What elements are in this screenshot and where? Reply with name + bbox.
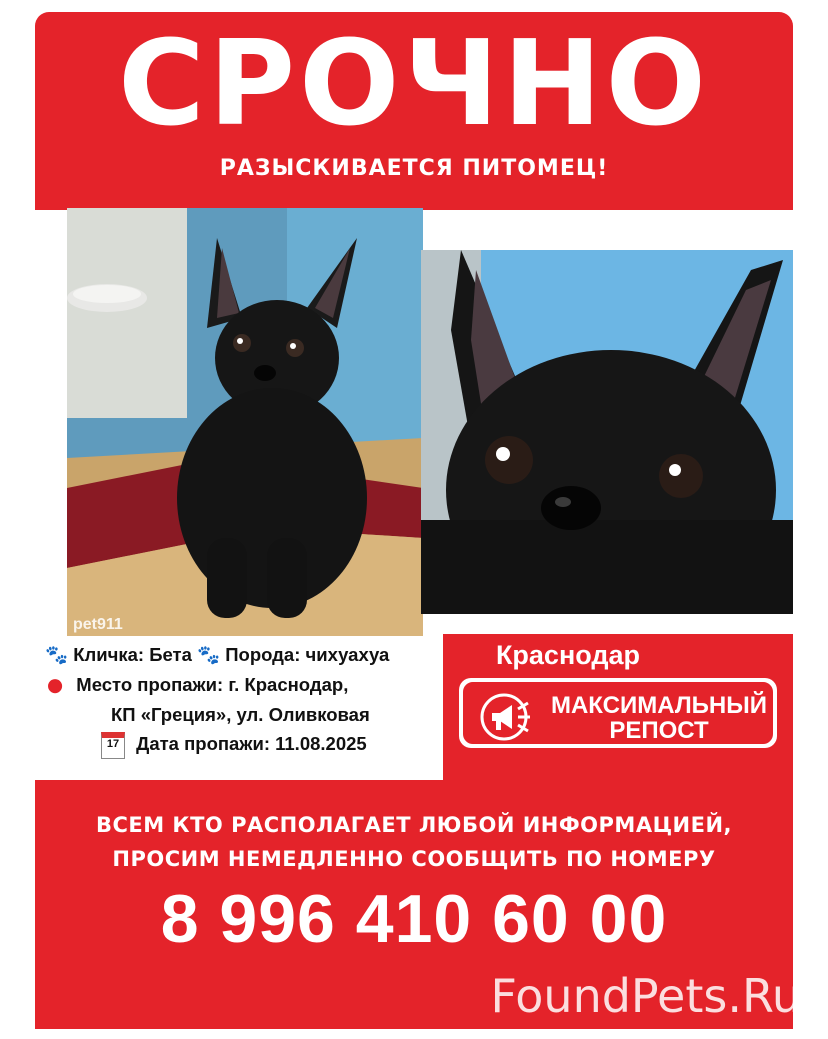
- repost-text: [544, 693, 774, 743]
- pet-info: [45, 640, 445, 759]
- info-row-place: [45, 670, 445, 700]
- info-row-place2: [45, 700, 445, 729]
- repost-line1: МАКСИМАЛЬНЫЙ: [550, 692, 768, 719]
- place-line1: Место пропажи: г. Краснодар,: [76, 674, 349, 695]
- phone-number[interactable]: 8 996 410 60 00: [160, 881, 668, 957]
- calendar-day: 17: [106, 737, 120, 750]
- foundpets-watermark: FoundPets.Ru: [490, 969, 801, 1023]
- city-label: Краснодар: [495, 640, 641, 670]
- megaphone-icon: [480, 693, 536, 741]
- info-row-name-breed: [45, 640, 445, 670]
- pet911-logo: [73, 616, 123, 634]
- info-row-date: [45, 729, 445, 759]
- place-line2: КП «Греция», ул. Оливковая: [111, 704, 370, 725]
- poster-subtitle: РАЗЫСКИВАЕТСЯ ПИТОМЕЦ!: [219, 156, 609, 181]
- header-band: [35, 12, 793, 210]
- loss-date: Дата пропажи: 11.08.2025: [136, 733, 367, 754]
- dog-photo-closeup-image: [421, 250, 793, 614]
- contact-message: [35, 808, 793, 876]
- message-line1: ВСЕМ КТО РАСПОЛАГАЕТ ЛЮБОЙ ИНФОРМАЦИЕЙ,: [95, 813, 733, 837]
- poster-title: СРОЧНО: [118, 14, 710, 152]
- dog-photo-closeup: [421, 250, 793, 614]
- calendar-icon: [101, 732, 125, 759]
- repost-badge-inner: [463, 682, 773, 744]
- repost-line2: РЕПОСТ: [609, 717, 709, 744]
- dog-photo-full-image: [67, 208, 423, 636]
- message-line2: ПРОСИМ НЕМЕДЛЕННО СООБЩИТЬ ПО НОМЕРУ: [112, 847, 716, 871]
- paw-icon: 🐾: [197, 645, 221, 666]
- paw-icon: 🐾: [45, 645, 69, 666]
- pin-icon: ●: [47, 675, 64, 696]
- dog-photo-full: [67, 208, 423, 636]
- lost-pet-poster: [35, 12, 801, 1029]
- repost-badge: [459, 678, 777, 748]
- pet-name: Кличка: Бета: [73, 644, 192, 665]
- pet-breed: Порода: чихуахуа: [225, 644, 390, 665]
- pet911-logo-text: pet911: [73, 616, 123, 633]
